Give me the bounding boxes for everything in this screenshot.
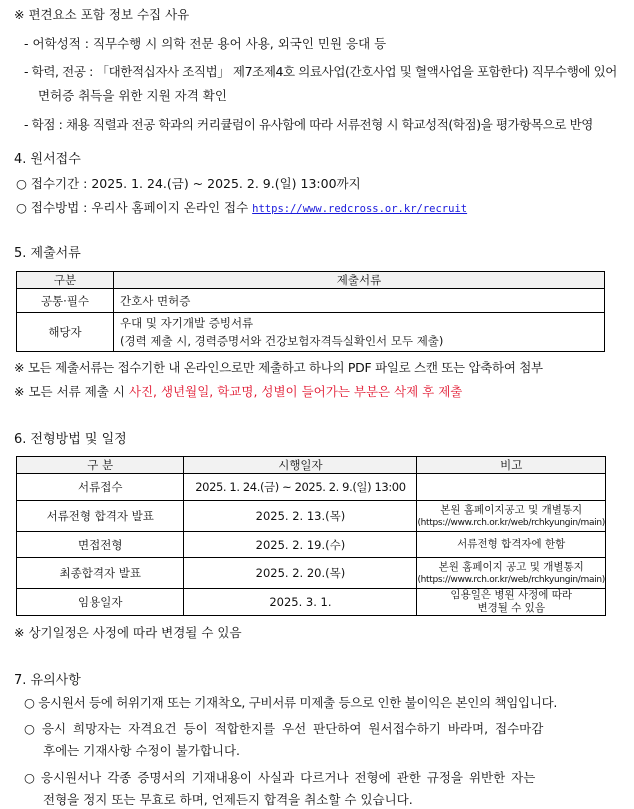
documents-line: 우대 및 자기개발 증빙서류: [120, 316, 254, 330]
documents-category: 해당자: [17, 313, 114, 352]
schedule-stage: 서류전형 합격자 발표: [17, 501, 184, 532]
schedule-header-remark: 비고: [417, 457, 606, 474]
application-method: [16, 199, 467, 218]
documents-note-1: ※ 모든 제출서류는 접수기한 내 온라인으로만 제출하고 하나의 PDF 파일로 스캔 또는 압축하여 첨부: [14, 360, 543, 375]
documents-list: [114, 313, 605, 352]
table-row: [17, 589, 606, 616]
caution-item: ○ 응시원서나 각종 증명서의 기재내용이 사실과 다르거나 전형에 관한 규정을 위반한 자는: [24, 770, 536, 785]
documents-list: 간호사 면허증: [114, 289, 605, 313]
remark-url: (https://www.rch.or.kr/web/rchkyungin/main): [417, 574, 605, 585]
documents-line: (경력 제출 시, 경력증명서와 건강보험자격득실확인서 모두 제출): [120, 334, 444, 348]
documents-note-2: [14, 383, 462, 401]
remark-url: (https://www.rch.or.kr/web/rchkyungin/main): [417, 517, 605, 528]
documents-category: 공통·필수: [17, 289, 114, 313]
schedule-remark: 서류전형 합격자에 한함: [417, 532, 606, 558]
schedule-remark: [417, 501, 606, 532]
schedule-remark: [417, 589, 606, 616]
schedule-date: 2025. 2. 13.(목): [184, 501, 417, 532]
recruit-link[interactable]: https://www.redcross.or.kr/recruit: [252, 203, 468, 215]
schedule-header-date: 시행일자: [184, 457, 417, 474]
caution-item-cont: 후에는 기재사항 수정이 불가합니다.: [43, 743, 241, 758]
caution-item: ○ 응시원서 등에 허위기재 또는 기재착오, 구비서류 미제출 등으로 인한 불이익은 본인의 책임입니다.: [24, 695, 558, 710]
remark-line: 변경될 수 있음: [477, 602, 545, 614]
documents-note-2-prefix: ※ 모든 서류 제출 시: [14, 384, 129, 399]
table-row: [17, 289, 605, 313]
schedule-stage: 임용일자: [17, 589, 184, 616]
schedule-date: 2025. 1. 24.(금) ~ 2025. 2. 9.(일) 13:00: [184, 474, 417, 501]
remark-line: 임용일은 병원 사정에 따라: [450, 589, 573, 601]
application-method-text: ○ 접수방법 : 우리사 홈페이지 온라인 접수: [16, 200, 249, 215]
remark-line: 본원 홈페이지공고 및 개별통지: [440, 503, 583, 516]
intro-item-education-cont: 면허증 취득을 위한 지원 자격 확인: [38, 88, 227, 103]
section7-title: 7. 유의사항: [14, 673, 81, 688]
schedule-stage: 최종합격자 발표: [17, 558, 184, 589]
table-row: [17, 532, 606, 558]
schedule-header-stage: 구 분: [17, 457, 184, 474]
intro-item-education: - 학력, 전공 : 「대한적십자사 조직법」 제7조제4호 의료사업(간호사업 및 혈액사업을 포함한다) 직무수행에 있어: [24, 64, 617, 79]
section6-title: 6. 전형방법 및 일정: [14, 432, 127, 447]
documents-header-docs: 제출서류: [114, 272, 605, 289]
section4-title: 4. 원서접수: [14, 152, 81, 167]
schedule-note: ※ 상기일정은 사정에 따라 변경될 수 있음: [14, 625, 242, 640]
table-row: [17, 558, 606, 589]
table-row: [17, 474, 606, 501]
remark-line: 본원 홈페이지 공고 및 개별통지: [438, 560, 584, 573]
schedule-remark: [417, 558, 606, 589]
documents-table: [16, 271, 605, 352]
documents-header-category: 구분: [17, 272, 114, 289]
caution-item-cont: 전형을 정지 또는 무효로 하며, 언제든지 합격을 취소할 수 있습니다.: [43, 792, 413, 807]
intro-item-language: - 어학성적 : 직무수행 시 의학 전문 용어 사용, 외국인 민원 응대 등: [24, 36, 387, 51]
documents-note-2-warning: 사진, 생년월일, 학교명, 성별이 들어가는 부분은 삭제 후 제출: [128, 384, 463, 399]
intro-item-gpa: - 학점 : 채용 직렬과 전공 학과의 커리큘럼이 유사함에 따라 서류전형 시 학교성적(학점)을 평가항목으로 반영: [24, 117, 593, 132]
schedule-date: 2025. 2. 20.(목): [184, 558, 417, 589]
schedule-stage: 서류접수: [17, 474, 184, 501]
schedule-stage: 면접전형: [17, 532, 184, 558]
schedule-date: 2025. 2. 19.(수): [184, 532, 417, 558]
intro-title: ※ 편견요소 포함 정보 수집 사유: [14, 7, 190, 22]
application-period: ○ 접수기간 : 2025. 1. 24.(금) ~ 2025. 2. 9.(일) 13:00까지: [16, 176, 361, 191]
section5-title: 5. 제출서류: [14, 246, 81, 261]
schedule-remark: [417, 474, 606, 501]
schedule-date: 2025. 3. 1.: [184, 589, 417, 616]
schedule-table: [16, 456, 606, 616]
caution-item: ○ 응시 희망자는 자격요건 등이 적합한지를 우선 판단하여 원서접수하기 바라며, 접수마감: [24, 721, 544, 736]
table-row: [17, 501, 606, 532]
table-row: [17, 313, 605, 352]
